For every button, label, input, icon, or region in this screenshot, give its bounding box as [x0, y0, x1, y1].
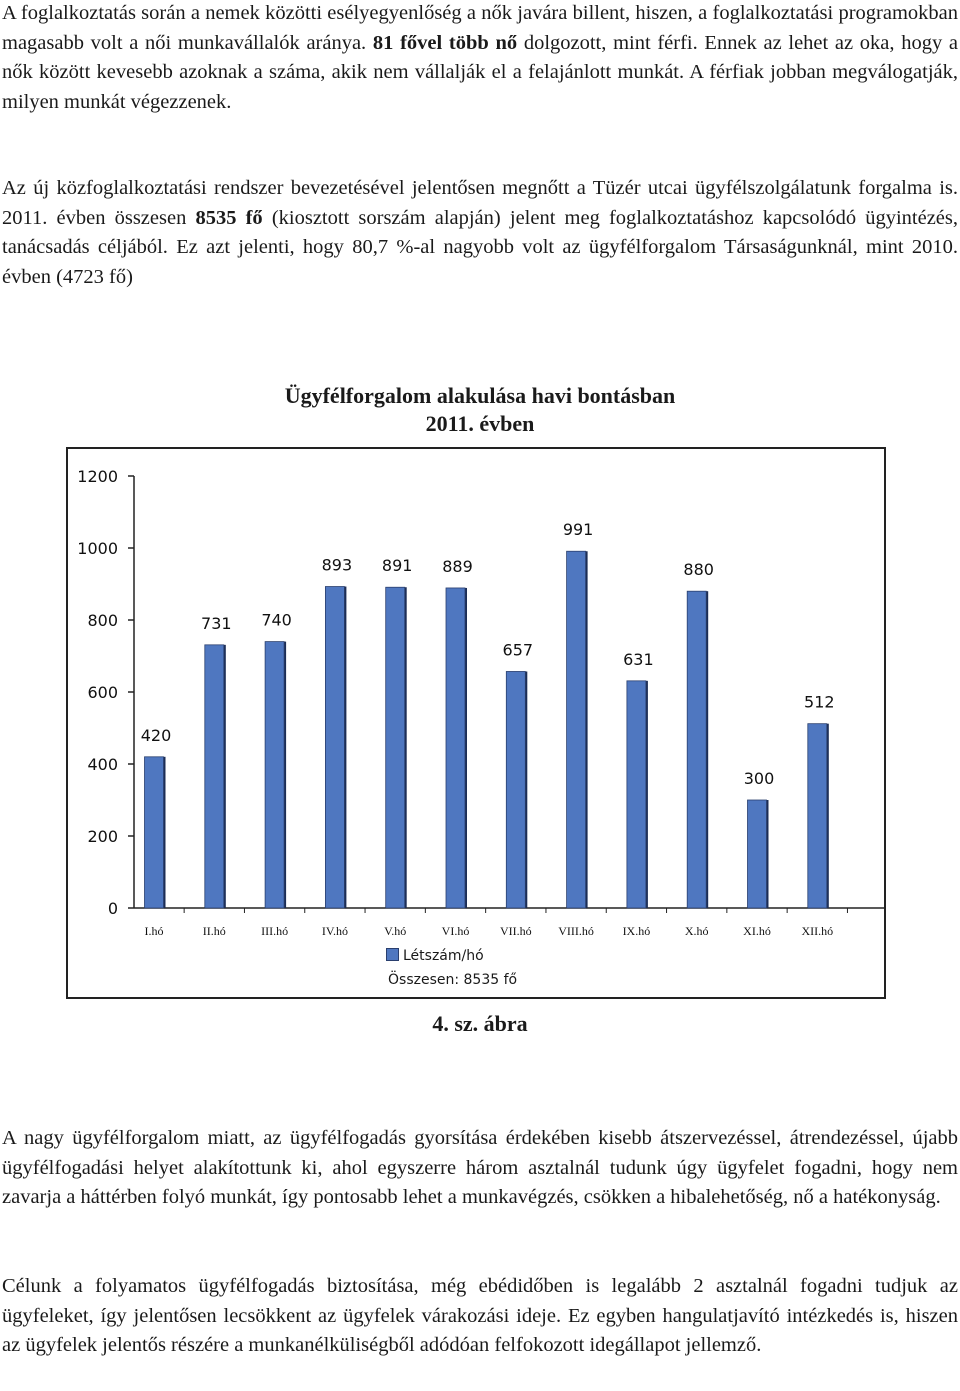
paragraph-text: A foglalkoztatás során a nemek közötti esélyegyenlőség a nők javára billent, hiszen, a foglalkoztatási programokban magasabb volt a női munkavállalók aránya.: [2, 2, 958, 54]
paragraph-text: (kiosztott sorszám alapján) jelent meg foglalkoztatáshoz kapcsolódó ügyintézés, tanácsadás céljából. Ez azt jelenti, hogy 80,7 %-al nagyobb volt az ügyfélforgalom Társaságunknál, mint 2010. évben (4723 fő): [2, 206, 958, 288]
paragraph-text: dolgozott, mint férfi. Ennek az lehet az oka, hogy a nők között kevesebb azoknak a száma, akik nem vállalják el a felajánlott munkát. A férfiak jobban megválogatják, milyen munkát végezzenek.: [2, 31, 959, 113]
y-tick-label: 800: [87, 611, 118, 630]
bar: [506, 671, 525, 908]
paragraph-text: Az új közfoglalkoztatási rendszer bevezetésével jelentősen megnőtt a Tüzér utcai ügyfélszolgálatunk forgalma is. 2011. évben összesen: [2, 177, 958, 229]
data-label: 631: [623, 649, 654, 669]
x-tick-label: V.hó: [384, 924, 407, 938]
x-tick-label: I.hó: [144, 924, 164, 938]
paragraph-bold: 81 fővel több nő: [372, 31, 518, 54]
bar: [567, 551, 586, 908]
legend-total: Összesen: 8535 fő: [388, 972, 518, 988]
legend-swatch: [386, 948, 399, 961]
chart-title-line: Ügyfélforgalom alakulása havi bontásban: [284, 383, 676, 408]
paragraph-goal: Célunk a folyamatos ügyfélfogadás biztosítása, még ebédidőben is legalább 2 asztalnál fogadni tudjuk az ügyfeleket, így jelentősen lecsökkent az ügyfelek várakozási ideje. Ez egyben hangulatjavító intézkedés is, hiszen az ügyfelek jelentős részére a munkanélküliségből adódóan felfokozott idegállapot jellemző.: [2, 1275, 958, 1356]
paragraph-bold: 8535 fő: [195, 206, 263, 229]
y-tick-label: 600: [87, 683, 118, 702]
figure-caption: 4. sz. ábra: [432, 1011, 528, 1036]
x-tick-label: VII.hó: [499, 924, 532, 938]
y-tick-label: 0: [107, 899, 118, 918]
x-tick-label: VI.hó: [441, 924, 470, 938]
x-tick-label: XII.hó: [801, 924, 834, 938]
y-tick-label: 400: [87, 755, 118, 774]
bar: [627, 681, 646, 908]
bar: [205, 645, 224, 908]
x-tick-label: XI.hó: [743, 924, 771, 938]
data-label: 893: [321, 555, 353, 575]
data-label: 991: [562, 520, 594, 540]
bar: [145, 757, 164, 908]
x-tick-label: X.hó: [684, 924, 709, 938]
bar: [808, 724, 827, 908]
data-label: 891: [381, 556, 413, 576]
legend-entry: [386, 944, 586, 968]
bar: [748, 800, 767, 908]
x-tick-label: IX.hó: [622, 924, 651, 938]
data-label: 889: [442, 556, 473, 576]
x-tick-label: VIII.hó: [558, 924, 594, 938]
y-tick-label: 1200: [77, 467, 118, 486]
bar: [446, 588, 465, 908]
y-tick-label: 1000: [77, 539, 118, 558]
bar: [325, 587, 344, 908]
data-label: 512: [804, 692, 835, 712]
paragraph-reorganization: A nagy ügyfélforgalom miatt, az ügyfélfogadás gyorsítása érdekében kisebb átszervezéssel, átrendezéssel, újabb ügyfélfogadási helyet alakítottunk ki, ahol egyszerre három asztalnál tudunk úgy ügyfelet fogadni, hogy nem zavarja a háttérben folyó munkát, így pontosabb lehet a munkavégzés, csökken a hibalehetőség, nő a hatékonyság.: [2, 1127, 958, 1208]
x-tick-label: IV.hó: [321, 924, 348, 938]
data-label: 657: [502, 640, 534, 660]
chart-subtitle-line: 2011. évben: [425, 411, 535, 436]
bar: [687, 591, 706, 908]
chart-legend: [386, 944, 586, 992]
bar: [386, 587, 405, 908]
data-label: 420: [140, 725, 172, 745]
x-tick-label: II.hó: [202, 924, 226, 938]
x-tick-label: III.hó: [261, 924, 289, 938]
data-label: 300: [743, 769, 775, 788]
bar: [265, 642, 284, 908]
legend-series-name: Létszám/hó: [403, 948, 484, 964]
data-label: 731: [201, 613, 232, 633]
data-label: 880: [683, 560, 714, 580]
y-tick-label: 200: [87, 827, 118, 846]
data-label: 740: [261, 610, 292, 630]
